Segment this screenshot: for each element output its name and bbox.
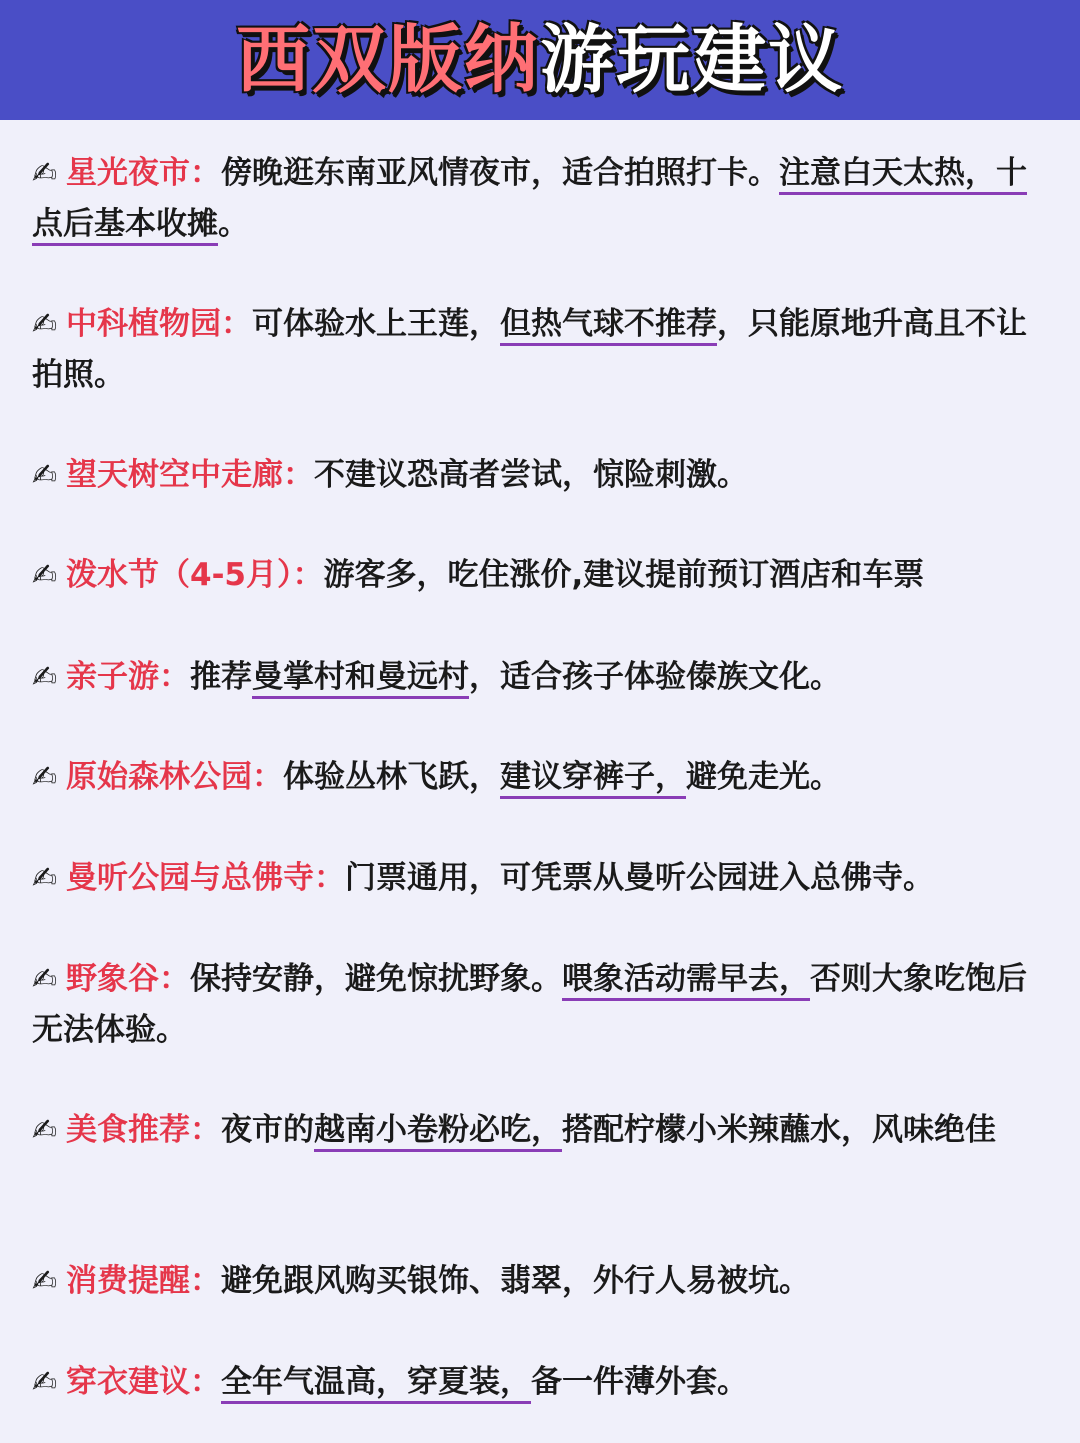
tip-text: 避免跟风购买银饰、翡翠，外行人易被坑。 <box>221 1263 810 1299</box>
tip-text: 保持安静，避免惊扰野象。 <box>190 961 562 997</box>
tip-highlight: 注意白天太热，十点后基本收摊 <box>32 155 1027 242</box>
tip-forest-park <box>32 752 1052 803</box>
writing-hand-icon: ✍ <box>32 558 58 593</box>
tip-text: 推荐 <box>190 659 252 695</box>
title-part-white: 游玩建议 <box>540 17 844 103</box>
tip-text-end: ，适合孩子体验傣族文化。 <box>469 659 841 695</box>
tip-text-end: ，只能原地升高且不让拍照。 <box>32 306 1027 393</box>
tip-highlight: 建议穿裤子， <box>500 759 686 795</box>
tip-label: 泼水节（4-5月）： <box>66 557 324 593</box>
writing-hand-icon: ✍ <box>32 962 58 997</box>
tip-text-end: 避免走光。 <box>686 759 841 795</box>
writing-hand-icon: ✍ <box>32 760 58 795</box>
tip-label: 星光夜市： <box>66 155 221 191</box>
tip-clothing <box>32 1357 1052 1408</box>
tip-highlight: 喂象活动需早去， <box>562 961 810 997</box>
tip-manting-park <box>32 853 1052 904</box>
tip-label: 美食推荐： <box>66 1112 221 1148</box>
tip-text: 傍晚逛东南亚风情夜市，适合拍照打卡。 <box>221 155 779 191</box>
writing-hand-icon: ✍ <box>32 1113 58 1148</box>
writing-hand-icon: ✍ <box>32 458 58 493</box>
tip-highlight: 但热气球不推荐 <box>500 306 717 342</box>
tip-text: 夜市的 <box>221 1112 314 1148</box>
writing-hand-icon: ✍ <box>32 1365 58 1400</box>
tip-label: 中科植物园： <box>66 306 252 342</box>
tip-family-trip <box>32 652 1052 703</box>
tip-wild-elephant-valley <box>32 954 1052 1056</box>
tip-water-festival <box>32 550 1052 601</box>
tip-text: 游客多，吃住涨价,建议提前预订酒店和车票 <box>323 557 925 593</box>
tip-text: 不建议恐高者尝试，惊险刺激。 <box>314 457 748 493</box>
tip-label: 野象谷： <box>66 961 190 997</box>
tip-highlight: 曼掌村和曼远村 <box>252 659 469 695</box>
writing-hand-icon: ✍ <box>32 861 58 896</box>
tip-night-market <box>32 148 1052 250</box>
tip-label: 望天树空中走廊： <box>66 457 314 493</box>
title-part-red: 西双版纳 <box>236 17 540 103</box>
writing-hand-icon: ✍ <box>32 307 58 342</box>
writing-hand-icon: ✍ <box>32 660 58 695</box>
title-banner <box>0 0 1080 120</box>
tip-text-end: 否则大象吃饱后无法体验。 <box>32 961 1027 1048</box>
tip-label: 原始森林公园： <box>66 759 283 795</box>
tip-text-end: 。 <box>218 206 249 242</box>
tip-label: 曼听公园与总佛寺： <box>66 860 345 896</box>
tip-botanical-garden <box>32 299 1052 401</box>
tip-text-end: 备一件薄外套。 <box>531 1364 748 1400</box>
tip-canopy-walkway <box>32 450 1052 501</box>
writing-hand-icon: ✍ <box>32 1264 58 1299</box>
tip-highlight: 越南小卷粉必吃， <box>314 1112 562 1148</box>
tip-text: 可体验水上王莲， <box>252 306 500 342</box>
tip-text-end: 搭配柠檬小米辣蘸水，风味绝佳 <box>562 1112 996 1148</box>
tip-label: 消费提醒： <box>66 1263 221 1299</box>
page-title <box>236 17 844 103</box>
tip-text: 门票通用，可凭票从曼听公园进入总佛寺。 <box>345 860 934 896</box>
writing-hand-icon: ✍ <box>32 156 58 191</box>
tip-highlight: 全年气温高，穿夏装， <box>221 1364 531 1400</box>
tip-shopping <box>32 1256 1052 1307</box>
tip-label: 亲子游： <box>66 659 190 695</box>
tip-food <box>32 1105 1052 1156</box>
tip-label: 穿衣建议： <box>66 1364 221 1400</box>
tip-text: 体验丛林飞跃， <box>283 759 500 795</box>
